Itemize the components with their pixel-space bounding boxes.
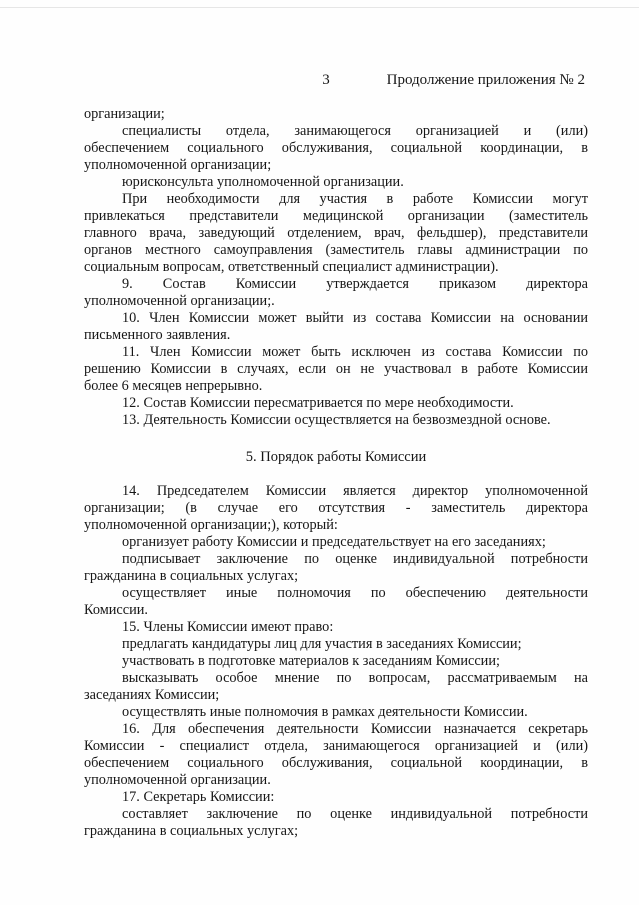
text-line: специалисты отдела, занимающегося организацией и (или) <box>122 123 588 139</box>
paragraph <box>84 174 588 191</box>
appendix-continuation-label: Продолжение приложения № 2 <box>386 72 585 88</box>
document-body <box>84 106 588 840</box>
text-line: 13. Деятельность Комиссии осуществляется на безвозмездной основе. <box>122 412 551 428</box>
text-line: уполномоченной организации; <box>84 157 272 173</box>
text-line: главного врача, заведующий отделением, врач, фельдшер), представители <box>84 225 588 241</box>
text-line: составляет заключение по оценке индивидуальной потребности <box>122 806 588 822</box>
paragraph <box>84 670 588 704</box>
text-line: подписывает заключение по оценке индивидуальной потребности <box>122 551 588 567</box>
text-line: 17. Секретарь Комиссии: <box>122 789 275 805</box>
text-line: 15. Члены Комиссии имеют право: <box>122 619 334 635</box>
text-line: 9. Состав Комиссии утверждается приказом директора <box>122 276 588 292</box>
text-line: привлекаться представители медицинской организации (заместитель <box>84 208 588 224</box>
text-line: организации; (в случае его отсутствия - заместитель директора <box>84 500 588 516</box>
text-line: юрисконсульта уполномоченной организации. <box>122 174 404 190</box>
paragraph <box>84 789 588 806</box>
text-line: осуществляет иные полномочия по обеспечению деятельности <box>122 585 588 601</box>
text-line: уполномоченной организации;), который: <box>84 517 338 533</box>
text-line: обеспечением социального обслуживания, социальной координации, в <box>84 140 588 156</box>
text-line: предлагать кандидатуры лиц для участия в заседаниях Комиссии; <box>122 636 522 652</box>
continued-text-fragment: организации; <box>84 106 165 122</box>
text-line: При необходимости для участия в работе Комиссии могут <box>122 191 588 207</box>
text-line: 14. Председателем Комиссии является директор уполномоченной <box>122 483 588 499</box>
text-line: обеспечением социального обслуживания, социальной координации, в <box>84 755 588 771</box>
text-line: Комиссии. <box>84 602 148 618</box>
text-line: 12. Состав Комиссии пересматривается по мере необходимости. <box>122 395 514 411</box>
text-line: 10. Член Комиссии может выйти из состава Комиссии на основании <box>122 310 588 326</box>
text-line: гражданина в социальных услугах; <box>84 568 299 584</box>
paragraph <box>84 395 588 412</box>
paragraph <box>84 721 588 789</box>
text-line: уполномоченной организации. <box>84 772 271 788</box>
text-line: высказывать особое мнение по вопросам, рассматриваемым на <box>122 670 588 686</box>
paragraphs-before-section <box>84 123 588 429</box>
paragraph <box>84 619 588 636</box>
text-line: уполномоченной организации;. <box>84 293 275 309</box>
text-line: осуществлять иные полномочия в рамках деятельности Комиссии. <box>122 704 528 720</box>
paragraphs-section-5 <box>84 483 588 840</box>
paragraph <box>84 551 588 585</box>
paragraph <box>84 191 588 276</box>
text-line: органов местного самоуправления (заместитель главы администрации по <box>84 242 588 258</box>
paragraph <box>84 636 588 653</box>
paragraph <box>84 412 588 429</box>
text-line: участвовать в подготовке материалов к заседаниям Комиссии; <box>122 653 500 669</box>
text-line: заседаниях Комиссии; <box>84 687 220 703</box>
text-line: более 6 месяцев непрерывно. <box>84 378 263 394</box>
section-heading: 5. Порядок работы Комиссии <box>245 449 427 465</box>
paragraph <box>84 534 588 551</box>
text-line: 16. Для обеспечения деятельности Комиссии назначается секретарь <box>122 721 588 737</box>
text-line: организует работу Комиссии и председательствует на его заседаниях; <box>122 534 546 550</box>
text-line: письменного заявления. <box>84 327 231 343</box>
text-line: решению Комиссии в случаях, если он не участвовал в работе Комиссии <box>84 361 588 377</box>
text-line: Комиссии - специалист отдела, занимающегося организацией и (или) <box>84 738 588 754</box>
text-line: 11. Член Комиссии может быть исключен из состава Комиссии по <box>122 344 588 360</box>
paragraph <box>84 310 588 344</box>
paragraph <box>84 585 588 619</box>
text-line: социальным вопросам, ответственный специалист администрации). <box>84 259 499 275</box>
paragraph <box>84 276 588 310</box>
paragraph <box>84 653 588 670</box>
paragraph <box>84 704 588 721</box>
page-number: 3 <box>322 72 330 88</box>
paragraph <box>84 344 588 395</box>
scan-edge-divider <box>0 7 639 8</box>
text-line: гражданина в социальных услугах; <box>84 823 299 839</box>
paragraph <box>84 483 588 534</box>
paragraph <box>84 123 588 174</box>
paragraph <box>84 806 588 840</box>
